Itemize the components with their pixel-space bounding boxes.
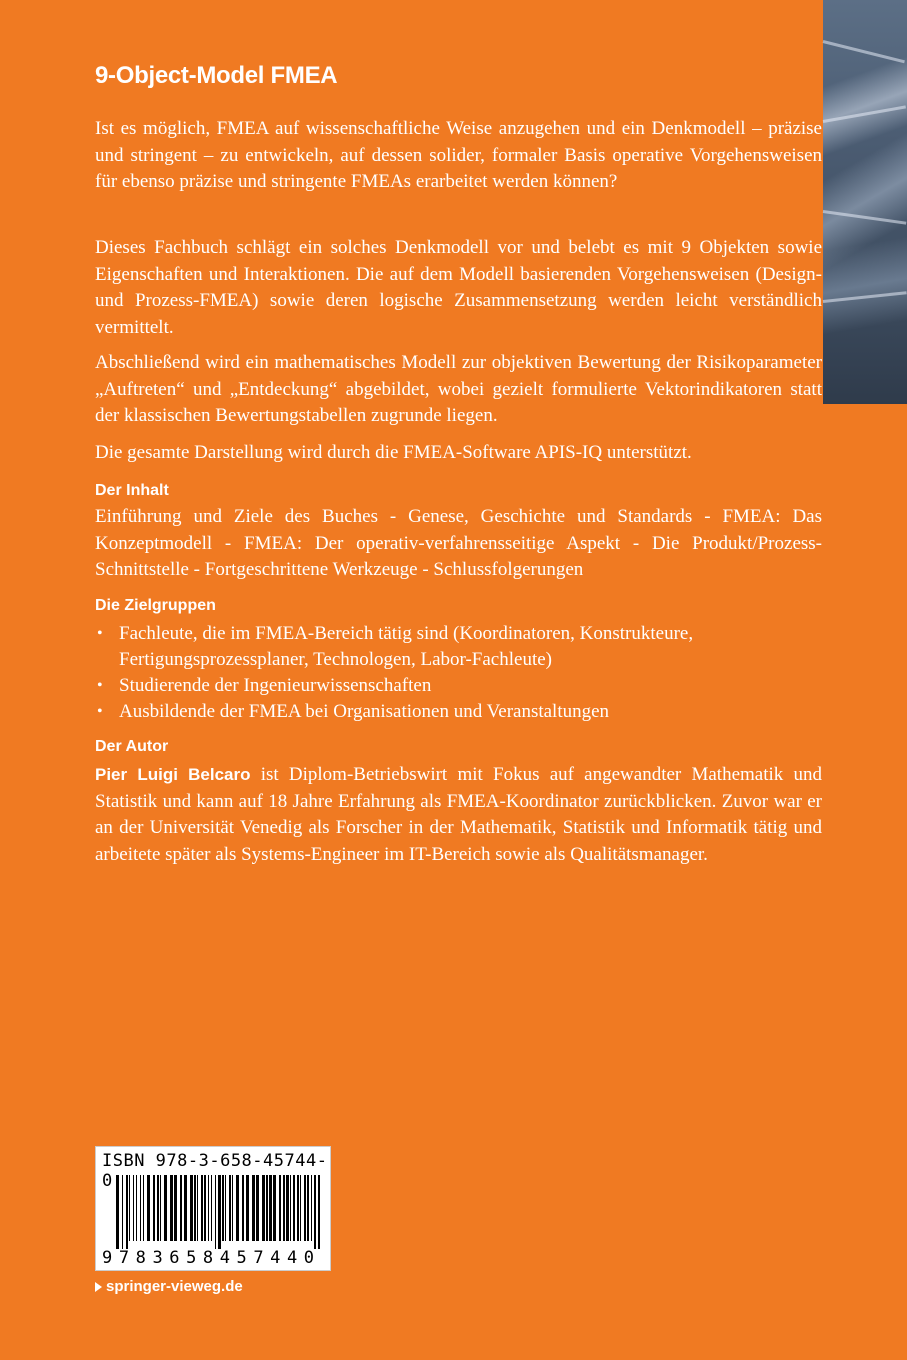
barcode-bar (143, 1175, 144, 1241)
barcode-bar (153, 1175, 155, 1241)
barcode-bar (160, 1175, 161, 1241)
barcode-bar (164, 1175, 167, 1241)
barcode-bar (232, 1175, 233, 1241)
barcode-bar (197, 1175, 198, 1241)
barcode-bar (215, 1175, 216, 1249)
barcode-bar (246, 1175, 249, 1241)
author-bio-text: ist Diplom-Betriebswirt mit Fokus auf angewandter Mathematik und Statistik und kann auf 18 Jahre Erfahrung als FMEA-Koordinator zurückblicken. Zuvor war er an der Universität Venedig als Forscher in der Mathematik, Statistik und Informatik tätig und arbeitete später als Systems-Engineer im IT-Bereich sowie als Qualitätsmanager. (95, 764, 822, 865)
barcode-bar (279, 1175, 281, 1241)
barcode-bar (262, 1175, 265, 1241)
contents-heading: Der Inhalt (95, 482, 169, 499)
barcode-bar (256, 1175, 259, 1241)
barcode-bar (283, 1175, 285, 1241)
arrow-right-icon (95, 1282, 102, 1292)
barcode-bar (229, 1175, 231, 1241)
author-name: Pier Luigi Belcaro (95, 765, 251, 784)
target-groups-list (95, 621, 822, 725)
barcode-bar (222, 1175, 224, 1241)
list-item: • Ausbildende der FMEA bei Organisationen und Veranstaltungen (95, 699, 822, 725)
barcode-bar (211, 1175, 212, 1241)
author-bio (95, 762, 822, 868)
book-title: 9-Object-Model FMEA (95, 62, 338, 89)
barcode-bar (116, 1175, 119, 1249)
cover-photo (823, 0, 907, 404)
barcode-bar (208, 1175, 209, 1241)
barcode-bar (266, 1175, 268, 1241)
barcode-bar (140, 1175, 141, 1241)
barcode-bar (273, 1175, 276, 1241)
barcode-bar (242, 1175, 244, 1241)
barcode-digits: 9783658457440 (102, 1248, 314, 1267)
barcode-bar (300, 1175, 301, 1241)
barcode-bar (129, 1175, 130, 1241)
list-item: • Fachleute, die im FMEA-Bereich tätig sind (Koordinatoren, Konstrukteure, Fertigungsprozessplaner, Technologen, Labor-Fachleute) (95, 621, 822, 673)
barcode-bar (314, 1175, 316, 1249)
barcode-bar (136, 1175, 137, 1241)
barcode-bar (204, 1175, 206, 1241)
barcode-bar (147, 1175, 150, 1241)
publisher-link-label: springer-vieweg.de (106, 1278, 243, 1295)
intro-paragraph-4: Die gesamte Darstellung wird durch die FMEA-Software APIS-IQ unterstützt. (95, 442, 692, 463)
barcode-bar (184, 1175, 187, 1241)
intro-paragraph-1: Ist es möglich, FMEA auf wissenschaftliche Weise anzugehen und ein Denkmodell – präzise und stringent – zu entwickeln, auf dessen solider, formaler Basis operative Vorgehensweisen für ebenso präzise und stringente FMEAs erarbeitet werden können? (95, 118, 822, 192)
isbn-label: ISBN 978-3-658-45744-0 (102, 1151, 328, 1191)
isbn-barcode (95, 1146, 331, 1271)
barcode-bar (290, 1175, 291, 1241)
barcode-bar (180, 1175, 182, 1241)
barcode-bar (218, 1175, 221, 1249)
barcode-bar (122, 1175, 123, 1249)
barcode-bar (126, 1175, 128, 1249)
target-groups-heading: Die Zielgruppen (95, 597, 216, 614)
author-heading: Der Autor (95, 738, 169, 755)
barcode-bar (311, 1175, 312, 1241)
barcode-bar (170, 1175, 173, 1241)
intro-paragraph-3: Abschließend wird ein mathematisches Modell zur objektiven Bewertung der Risikoparameter „Auftreten“ und „Entdeckung“ abgebildet, wobei gezielt formulierte Vektorindikatoren statt der klassischen Bewertungstabellen zugrunde liegen. (95, 352, 822, 426)
barcode-bar (318, 1175, 320, 1249)
barcode-bar (304, 1175, 306, 1241)
barcode-bar (190, 1175, 193, 1241)
intro-paragraph-2: Dieses Fachbuch schlägt ein solches Denkmodell vor und belebt es mit 9 Objekten sowie Eigenschaften und Interaktionen. Die auf dem Modell basierenden Vorgehensweisen (Design- und Prozess-FMEA) sowie deren logische Zusammensetzung werden leicht verständlich vermittelt. (95, 237, 822, 338)
publisher-link[interactable] (95, 1278, 243, 1295)
list-item: • Studierende der Ingenieurwissenschaften (95, 673, 822, 699)
contents-text: Einführung und Ziele des Buches - Genese, Geschichte und Standards - FMEA: Das Konzeptmodell - FMEA: Der operativ-verfahrensseitige Aspekt - Die Produkt/Prozess-Schnittstelle - Fortgeschrittene Werkzeuge - Schlussfolgerungen (95, 506, 822, 580)
barcode-bar (133, 1175, 134, 1241)
barcode-bar (293, 1175, 295, 1241)
barcode-bar (194, 1175, 196, 1241)
barcode-bar (201, 1175, 203, 1241)
barcode-bar (157, 1175, 159, 1241)
barcode-bar (252, 1175, 255, 1241)
barcode-bar (236, 1175, 239, 1241)
barcode-bar (307, 1175, 309, 1241)
barcode-bar (174, 1175, 177, 1241)
barcode-bar (269, 1175, 272, 1241)
barcode-bar (286, 1175, 289, 1241)
barcode-bar (297, 1175, 299, 1241)
barcode-bar (225, 1175, 226, 1241)
barcode-graphic (102, 1175, 324, 1267)
